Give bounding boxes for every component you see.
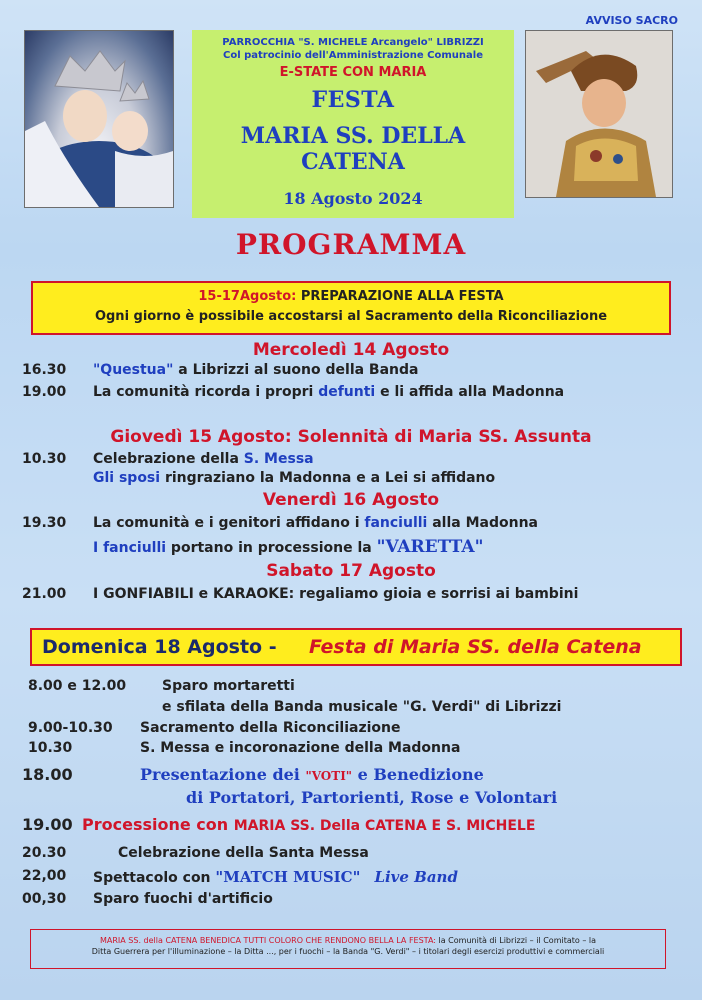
event-mortaretti: Sparo mortaretti [162,678,295,694]
fanciulli-a: La comunità e i genitori affidano i [93,515,365,531]
event-messa [93,451,314,467]
defunti-a: La comunità ricorda i propri [93,384,319,400]
event-voti [140,765,484,784]
event-time: 21.00 [22,586,67,602]
voti-word: "VOTI" [305,769,353,783]
preparation-box [31,281,671,335]
fanciulli-b: fanciulli [364,515,428,531]
sposi-word: Gli sposi [93,470,161,486]
live-band: Live Band [374,868,458,886]
messa-a: Celebrazione della [93,451,244,467]
riconciliazione-note: Ogni giorno è possibile accostarsi al Sacramento della Riconciliazione [94,309,608,324]
event-time: 8.00 e 12.00 [28,678,127,694]
day-heading-15: Giovedì 15 Agosto: Solennità di Maria SS. Assunta [110,427,592,447]
messa-b: S. Messa [243,451,314,467]
avviso-sacro-label: AVVISO SACRO [585,14,678,27]
festa-title: FESTA [311,87,395,113]
event-defunti [93,384,564,400]
domenica-box [30,628,682,666]
patrocinio-text: Col patrocinio dell'Amministrazione Comunale [222,50,483,61]
domenica-label: Domenica 18 Agosto - [42,636,277,658]
event-santa-messa: Celebrazione della Santa Messa [118,845,369,861]
event-banda: e sfilata della Banda musicale "G. Verdi" di Librizzi [162,699,562,715]
voti-a: Presentazione dei [140,765,306,784]
footer-thanks-1: la Comunità di Librizzi – il Comitato – la [435,936,596,945]
event-time: 9.00-10.30 [28,720,113,736]
parrocchia-text: PARROCCHIA "S. MICHELE Arcangelo" LIBRIZZI [222,37,484,48]
voti-c: e Benedizione [352,765,484,784]
event-time: 16.30 [22,362,67,378]
event-time: 10.30 [28,740,73,756]
match-music: "MATCH MUSIC" [215,868,361,886]
day-heading-16: Venerdì 16 Agosto [262,490,440,510]
festa-date: 18 Agosto 2024 [283,189,423,208]
day-heading-17: Sabato 17 Agosto [266,561,436,581]
footer-box [30,929,666,969]
event-time: 20.30 [22,845,67,861]
varetta-e: fanciulli [103,540,167,556]
event-sposi [93,470,495,486]
questua-rest: a Librizzi al suono della Banda [173,362,419,378]
preparation-label: PREPARAZIONE ALLA FESTA [296,289,504,304]
varetta-word: "VARETTA" [376,537,484,557]
event-spettacolo [93,868,458,886]
madonna-image [24,30,174,208]
day-heading-14: Mercoledì 14 Agosto [252,340,450,360]
maria-title: MARIA SS. DELLA CATENA [240,123,466,175]
spettacolo-a: Spettacolo con [93,870,216,886]
event-time: 19.30 [22,515,67,531]
event-riconciliazione: Sacramento della Riconciliazione [140,720,401,736]
event-incoronazione: S. Messa e incoronazione della Madonna [140,740,461,756]
san-michele-illustration [526,31,672,197]
event-fuochi: Sparo fuochi d'artificio [93,891,273,907]
estate-text: E-STATE CON MARIA [279,65,427,80]
event-processione [82,815,535,834]
event-time: 22,00 [22,868,67,884]
event-time: 10.30 [22,451,67,467]
preparation-title [33,289,669,304]
processione-statue: MARIA SS. Della CATENA E S. MICHELE [233,818,536,834]
processione-con: con [190,815,234,834]
footer-blessing: MARIA SS. della CATENA BENEDICA TUTTI COLORO CHE RENDONO BELLA LA FESTA: [100,936,436,945]
preparation-dates: 15-17Agosto: [198,289,297,304]
processione-word: Processione [82,815,191,834]
programma-heading: PROGRAMMA [235,228,467,261]
event-time: 18.00 [22,765,73,784]
event-portatori: di Portatori, Partorienti, Rose e Volontari [186,788,558,807]
sposi-rest: ringraziano la Madonna e a Lei si affidano [160,470,496,486]
defunti-c: e li affida alla Madonna [375,384,565,400]
event-varetta [93,537,483,557]
defunti-word: defunti [318,384,376,400]
event-time: 00,30 [22,891,67,907]
event-gonfiabili: I GONFIABILI e KARAOKE: regaliamo gioia e sorrisi ai bambini [93,586,579,602]
varetta-f: portano in processione la [166,540,377,556]
title-box [192,30,514,218]
questua-text: "Questua" [93,362,174,378]
madonna-illustration [25,31,173,207]
event-fanciulli [93,515,538,531]
event-time: 19.00 [22,384,67,400]
varetta-d: I [93,540,104,556]
event-time: 19.00 [22,815,73,834]
event-questua [93,362,419,378]
festa-catena-label: Festa di Maria SS. della Catena [309,636,642,658]
fanciulli-c: alla Madonna [427,515,538,531]
san-michele-image [525,30,673,198]
footer-thanks-2: Ditta Guerrera per l'illuminazione – la Ditta ..., per i fuochi – la Banda "G. Verdi" – i titolari degli esercizi produttivi e commerciali [91,947,605,956]
